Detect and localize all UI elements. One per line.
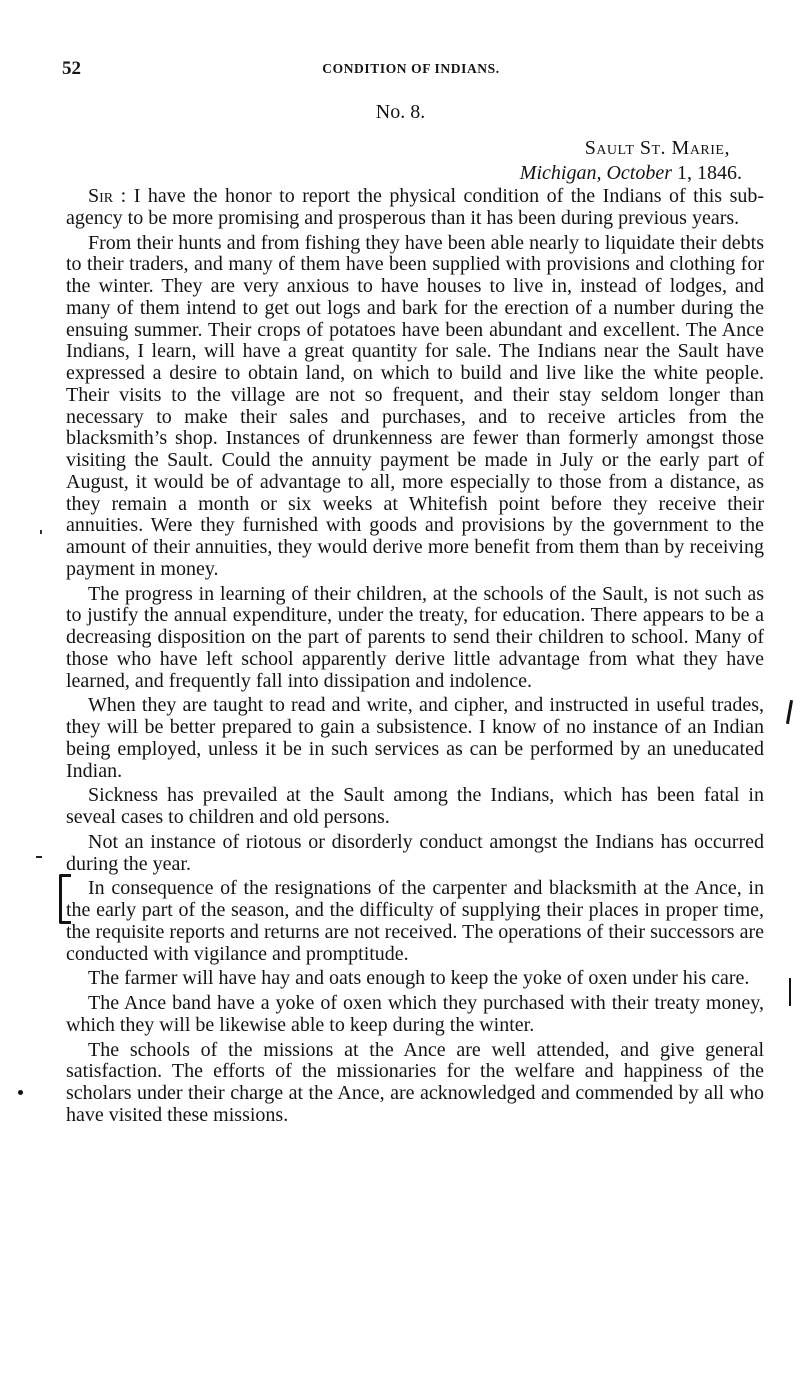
- paragraph-3: The progress in learning of their children, at the schools of the Sault, is not such as to justify the annual expenditure, under the treaty, for education. There appears to be a decreasing disposition on the part of parents to send their children to school. Many of those who have left school apparently derive little advantage from what they have learned, and frequently fall into dissipation and indolence.: [66, 582, 764, 692]
- paragraph-7: In consequence of the resignations of the carpenter and blacksmith at the Ance, in the early part of the season, and the difficulty of supplying their places in proper time, the requisite reports and returns are not received. The operations of their successors are conducted with vigilance and promptitude.: [66, 877, 764, 965]
- paragraph-10: The schools of the missions at the Ance are well attended, and give general satisfaction. The efforts of the missionaries for the welfare and happiness of the scholars under their charge at the Ance, are acknowledged and commended by all who have visited these missions.: [66, 1038, 764, 1126]
- document-number: No. 8.: [375, 101, 426, 123]
- page-number: 52: [62, 58, 81, 79]
- dateline-place: Sault St. Marie,: [584, 137, 730, 159]
- paragraph-text: I have the honor to report the physical condition of the Indians of this sub-agency to be more promising and prosperous than it has been during previous years.: [66, 185, 765, 229]
- dateline-state: Michigan,: [519, 162, 602, 184]
- margin-tick-mark: [36, 856, 42, 858]
- running-head: CONDITION OF INDIANS.: [322, 61, 500, 76]
- margin-stroke-mark: [789, 978, 791, 1006]
- dateline-date: [400, 161, 742, 186]
- salutation: Sir :: [88, 185, 127, 207]
- margin-tick-mark: [40, 530, 42, 534]
- dateline-month: October: [606, 162, 672, 184]
- margin-bracket-mark: [59, 874, 71, 924]
- letter-body: [66, 186, 764, 1130]
- paragraph-9: The Ance band have a yoke of oxen which they purchased with their treaty money, which they will be likewise able to keep during the winter.: [66, 992, 764, 1036]
- paragraph-2: From their hunts and from fishing they have been able nearly to liquidate their debts to their traders, and many of them have been supplied with provisions and clothing for the winter. They are very anxious to have houses to live in, instead of lodges, and many of them intend to get out logs and bark for the erection of a number during the ensuing summer. Their crops of potatoes have been abundant and excellent. The Ance Indians, I learn, will have a great quantity for sale. The Indians near the Sault have expressed a desire to obtain land, on which to build and live like the white people. Their visits to the village are not so frequent, and their stay seldom longer than necessary to make their sales and purchases, and to receive articles from the blacksmith’s shop. Instances of drunkenness are fewer than formerly amongst those visiting the Sault. Could the annuity payment be made in July or the early part of August, it would be of advantage to all, more especially to those from a distance, as they remain a month or six weeks at Whitefish point before they receive their annuities. Were they furnished with goods and provisions by the government to the amount of their annuities, they would derive more benefit from them than by receiving payment in money.: [66, 231, 764, 580]
- paragraph-8: The farmer will have hay and oats enough to keep the yoke of oxen under his care.: [88, 967, 750, 990]
- margin-dot-mark: [18, 1090, 23, 1095]
- margin-stroke-mark: [786, 700, 793, 724]
- page-header: [62, 58, 760, 82]
- dateline: [400, 136, 742, 186]
- paragraph-5: Sickness has prevailed at the Sault among the Indians, which has been fatal in seveal cases to children and old persons.: [66, 784, 764, 828]
- paragraph-1: [66, 186, 764, 230]
- paragraph-4: When they are taught to read and write, and cipher, and instructed in useful trades, they will be better prepared to gain a subsistence. I know of no instance of an Indian being employed, unless it be in such services as can be performed by an uneducated Indian.: [66, 694, 764, 782]
- paragraph-6: Not an instance of riotous or disorderly conduct amongst the Indians has occurred during the year.: [66, 830, 764, 875]
- dateline-day-year: 1, 1846.: [677, 162, 742, 184]
